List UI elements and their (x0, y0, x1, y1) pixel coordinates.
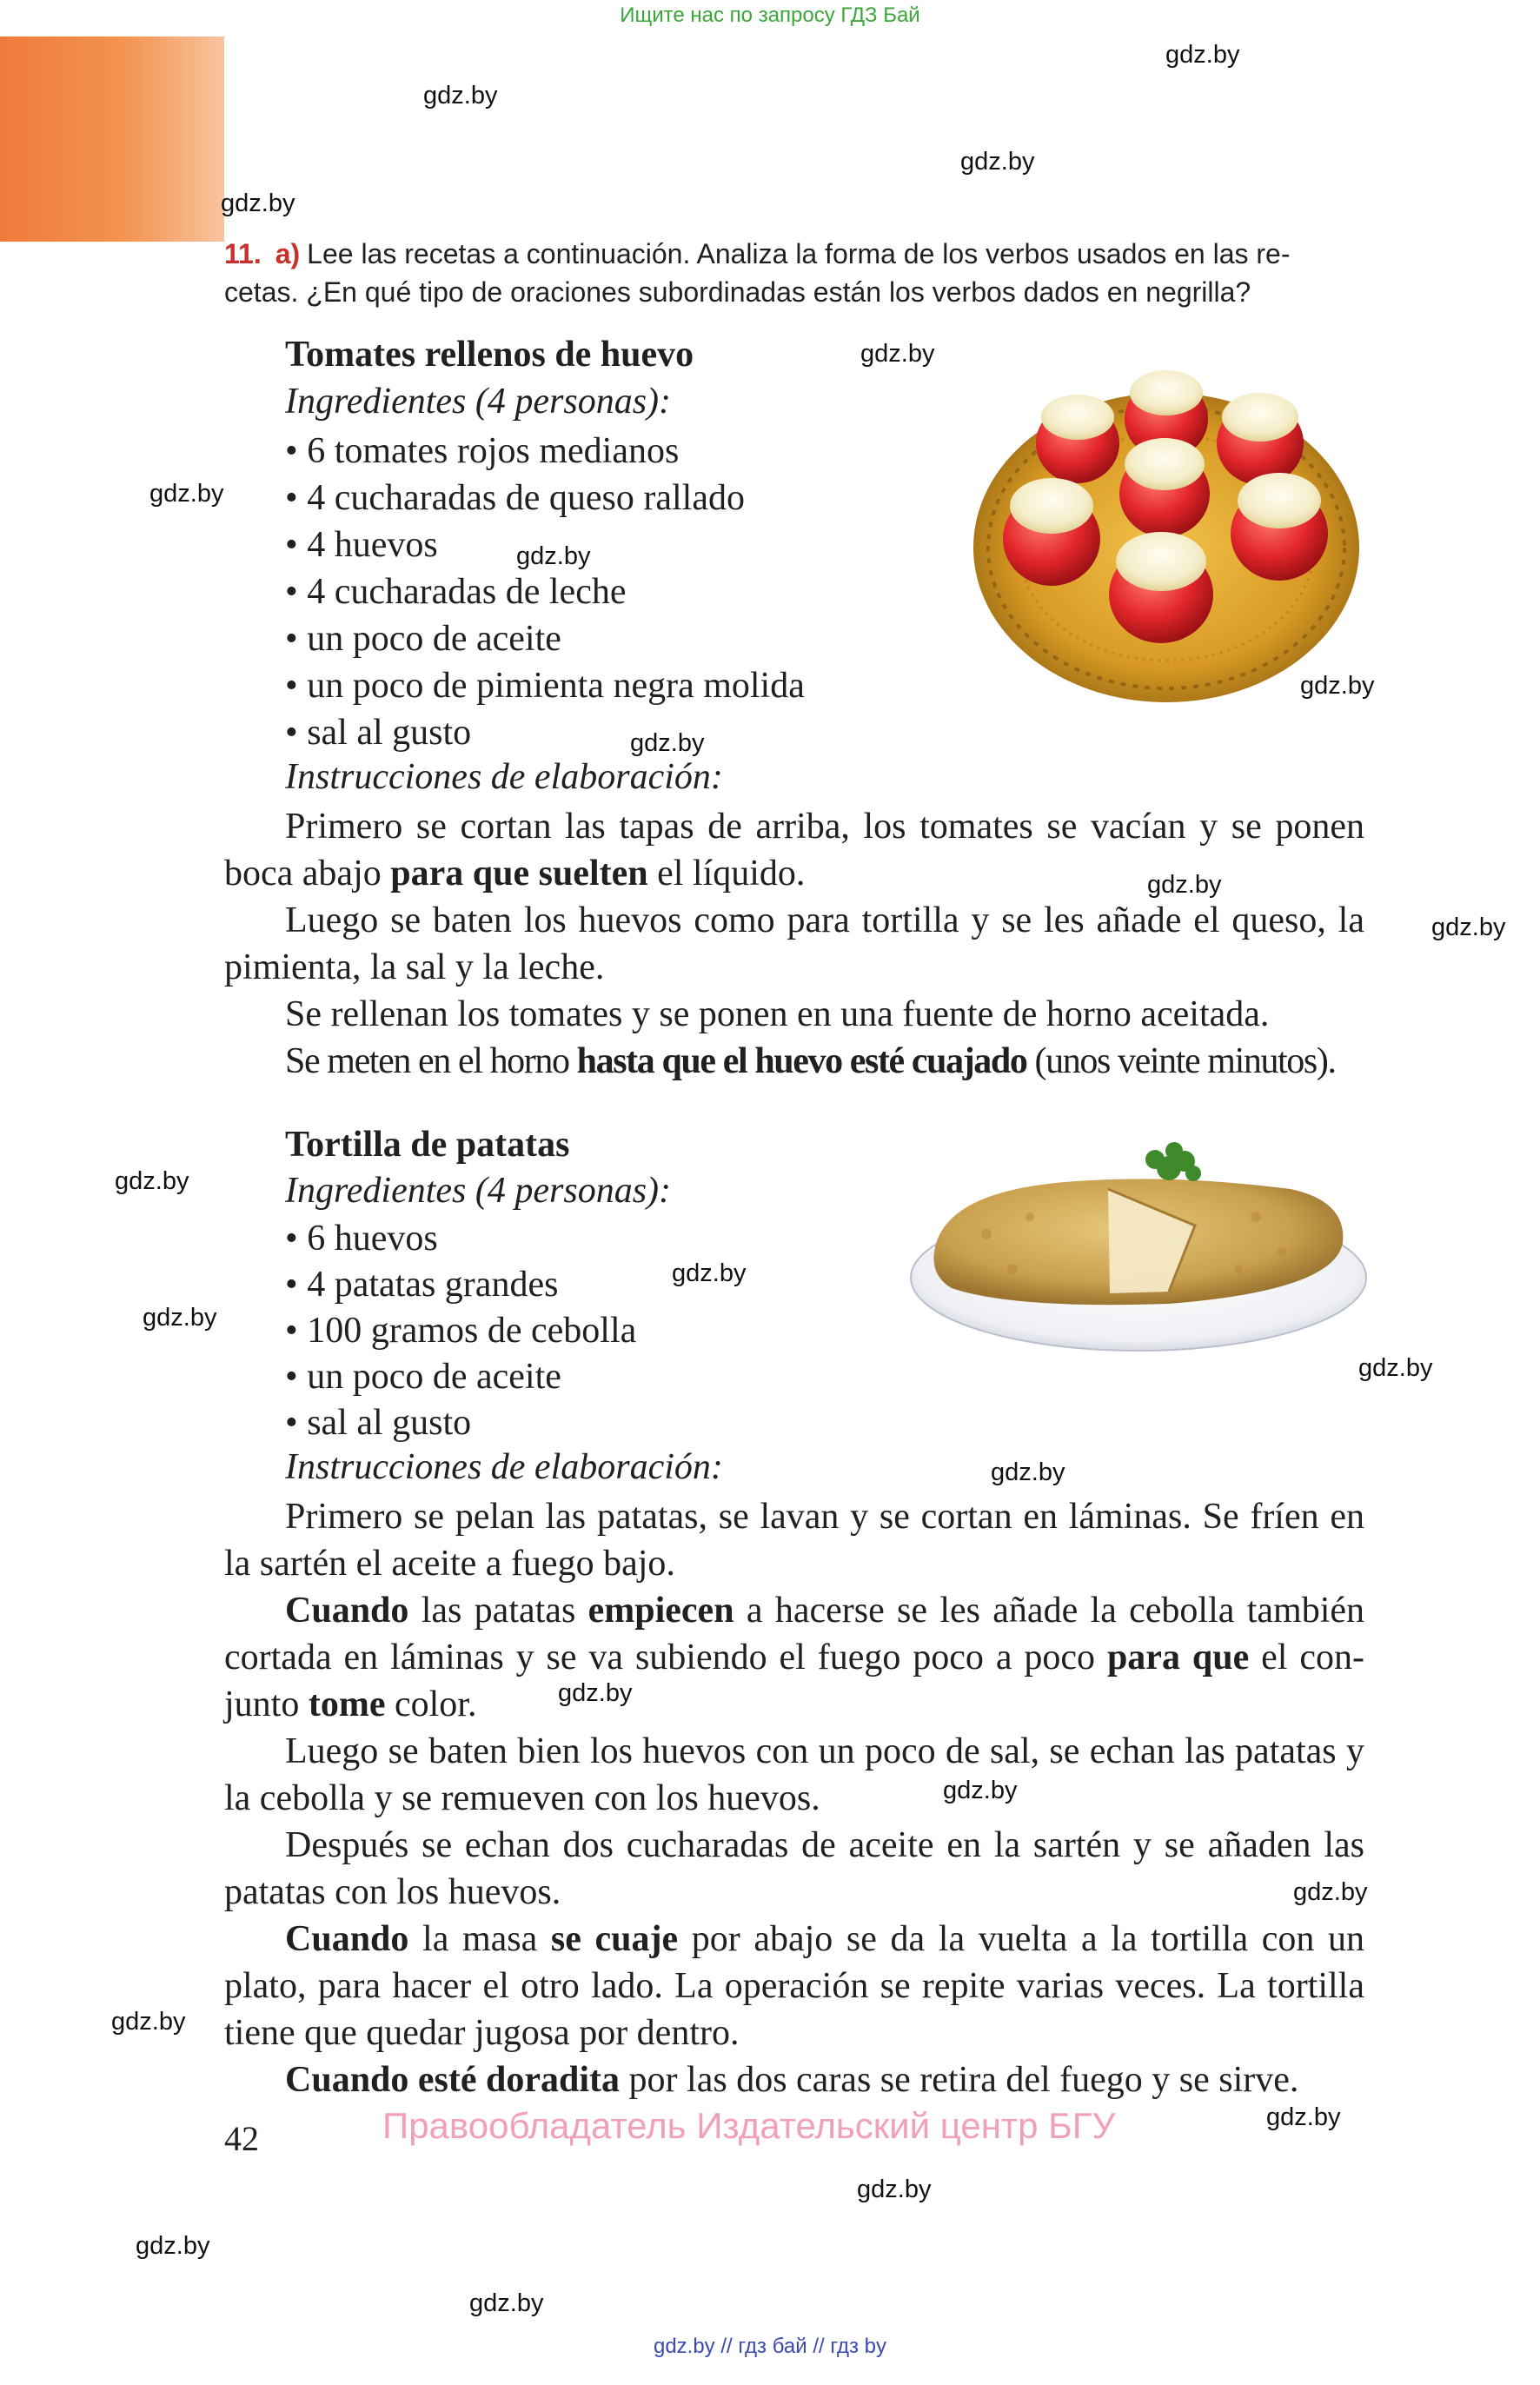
watermark: gdz.by (115, 1167, 189, 1195)
watermark: gdz.by (221, 189, 295, 217)
recipe-instructions (224, 803, 1364, 1085)
watermark: gdz.by (558, 1679, 633, 1707)
watermark: gdz.by (423, 82, 498, 110)
watermark: gdz.by (143, 1304, 217, 1332)
stuffed-tomatoes-image (973, 348, 1364, 713)
copyright-notice: Правообладатель Издательский центр БГУ (382, 2105, 1116, 2146)
watermark: gdz.by (136, 2232, 210, 2260)
top-banner[interactable]: Ищите нас по запросу ГДЗ Бай (620, 3, 920, 27)
watermark: gdz.by (672, 1259, 747, 1287)
ingredients-list (285, 1216, 636, 1446)
ingredients-label: Ingredientes (4 personas): (285, 1171, 672, 1211)
task-number: 11. (224, 238, 262, 269)
watermark: gdz.by (149, 480, 224, 508)
watermark: gdz.by (516, 542, 591, 570)
task-statement (224, 235, 1371, 311)
watermark: gdz.by (1358, 1354, 1433, 1382)
bottom-links[interactable]: gdz.by // гдз бай // гдз by (653, 2335, 887, 2358)
watermark: gdz.by (1147, 871, 1222, 899)
task-letter: a) (275, 238, 301, 269)
decorative-corner-block (0, 37, 224, 242)
watermark: gdz.by (630, 729, 705, 757)
ingredients-list (285, 428, 805, 756)
task-line-1 (224, 235, 1371, 273)
instruction-paragraph: Cuando esté doradita por las dos caras se retira del fuego y se sirve. (285, 2060, 1299, 2100)
instructions-label: Instrucciones de elaboración: (285, 757, 723, 797)
page-number: 42 (224, 2119, 259, 2158)
watermark: gdz.by (857, 2176, 932, 2203)
ingredient-item: • 100 gramos de cebolla (285, 1311, 637, 1351)
task-line-2: cetas. ¿En qué tipo de oraciones subordinadas están los verbos dados en negrilla? (224, 276, 1251, 308)
recipe-title: Tortilla de patatas (285, 1125, 570, 1165)
instruction-paragraph: Cuando la masa se cuaje por abajo se da la vuelta a la tortilla con un plato, para hacer el otro lado. La operación se repite varias veces. La tortilla tiene que quedar jugosa por dentro. (224, 1919, 1364, 2053)
recipe-instructions (224, 1493, 1364, 2103)
watermark: gdz.by (1300, 672, 1375, 700)
tortilla-image (908, 1139, 1369, 1356)
watermark: gdz.by (1266, 2103, 1341, 2131)
instruction-paragraph: Se rellenan los tomates y se ponen en una fuente de horno aceitada. (285, 994, 1270, 1034)
watermark: gdz.by (860, 340, 935, 368)
instruction-paragraph: Luego se baten bien los huevos con un poco de sal, se echan las patatas y la cebolla y se remueven con los huevos. (224, 1731, 1364, 1818)
ingredient-item: • un poco de pimienta negra molida (285, 666, 805, 706)
instruction-paragraph: Se meten en el horno hasta que el huevo esté cuajado (unos veinte minutos). (285, 1041, 1336, 1081)
ingredient-item: • un poco de aceite (285, 1357, 561, 1397)
watermark: gdz.by (1293, 1878, 1368, 1906)
recipe-title: Tomates rellenos de huevo (285, 335, 694, 375)
instructions-label: Instrucciones de elaboración: (285, 1447, 723, 1487)
watermark: gdz.by (111, 2008, 186, 2036)
watermark: gdz.by (1165, 41, 1240, 69)
ingredient-item: • 4 cucharadas de leche (285, 572, 627, 612)
instruction-paragraph: Primero se pelan las patatas, se lavan y se cortan en láminas. Se fríen en la sartén el aceite a fuego bajo. (224, 1497, 1364, 1584)
ingredient-item: • sal al gusto (285, 1403, 472, 1443)
ingredient-item: • 4 cucharadas de queso rallado (285, 478, 745, 518)
task-text-1: Lee las recetas a continuación. Analiza la forma de los verbos usados en las re- (307, 238, 1291, 269)
instruction-paragraph: Luego se baten los huevos como para tortilla y se les añade el queso, la pimienta, la sal y la leche. (224, 900, 1364, 987)
ingredient-item: • 4 huevos (285, 525, 438, 565)
instruction-paragraph: Primero se cortan las tapas de arriba, los tomates se vacían y se ponen boca abajo para que suelten el líquido. (224, 807, 1364, 894)
watermark: gdz.by (991, 1458, 1065, 1486)
ingredient-item: • sal al gusto (285, 713, 472, 753)
ingredient-item: • un poco de aceite (285, 619, 561, 659)
ingredient-item: • 6 huevos (285, 1219, 438, 1259)
watermark: gdz.by (1431, 913, 1506, 941)
instruction-paragraph: Después se echan dos cucharadas de aceite en la sartén y se añaden las patatas con los huevos. (224, 1825, 1364, 1912)
watermark: gdz.by (960, 148, 1035, 176)
ingredient-item: • 6 tomates rojos medianos (285, 431, 680, 471)
ingredient-item: • 4 patatas grandes (285, 1265, 559, 1305)
ingredients-label: Ingredientes (4 personas): (285, 382, 672, 422)
watermark: gdz.by (469, 2289, 544, 2317)
instruction-paragraph: Cuando las patatas empiecen a hacerse se les añade la cebolla también cortada en láminas y se va subiendo el fuego poco a poco para que el conjunto tome color. (224, 1591, 1365, 1724)
watermark: gdz.by (943, 1777, 1018, 1804)
